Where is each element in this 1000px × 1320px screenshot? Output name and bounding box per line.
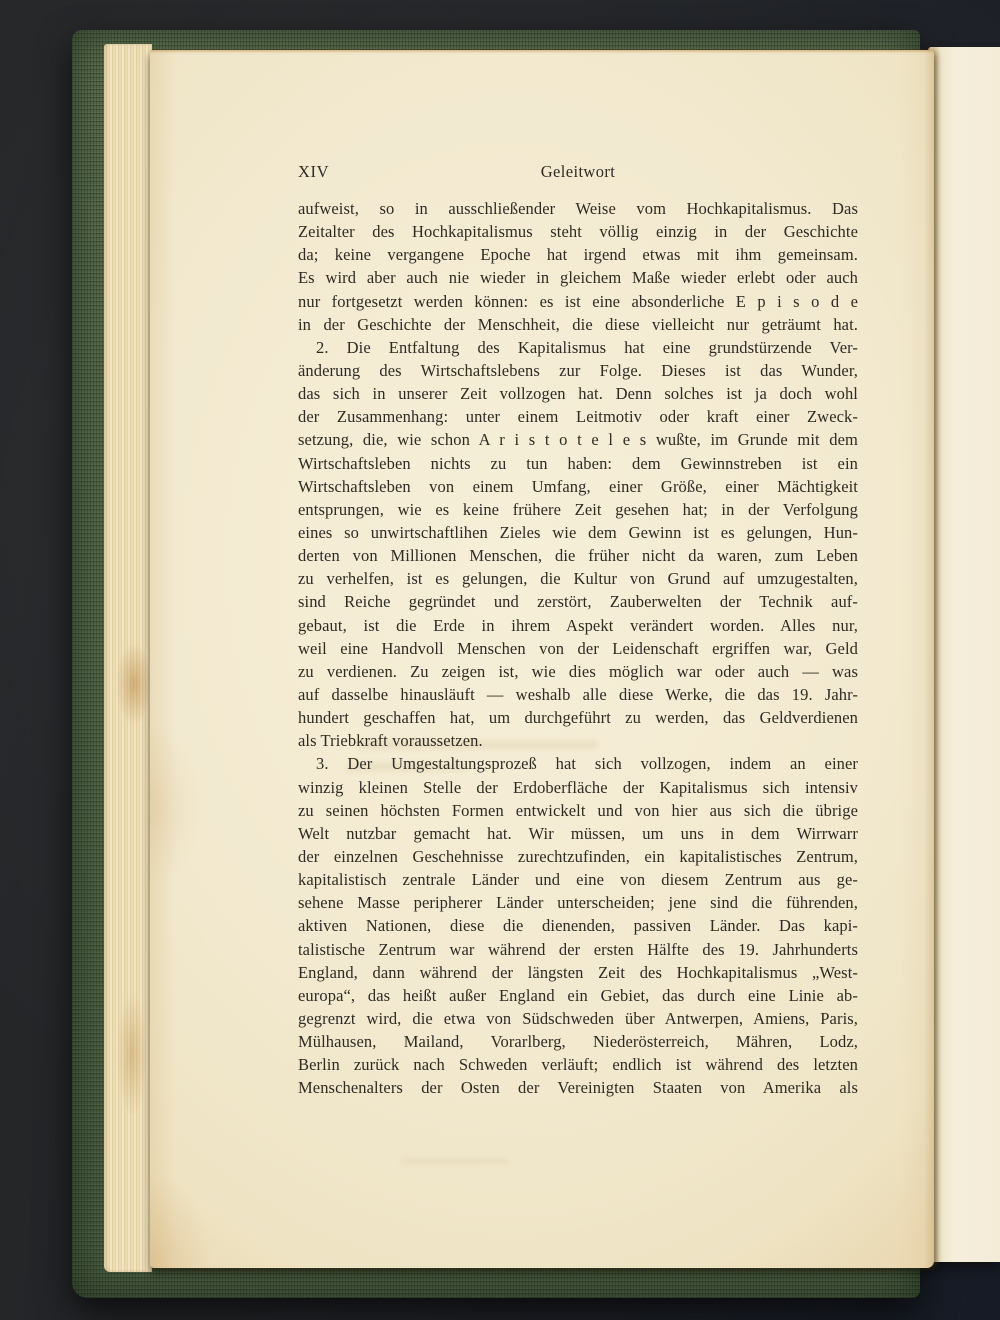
text-line: zu seinen höchsten Formen entwickelt und von hier aus sich die übrige bbox=[298, 800, 858, 820]
text-line: der Zusammenhang: unter einem Leitmotiv oder kraft einer Zweck- bbox=[298, 407, 858, 427]
text-line: winzig kleinen Stelle der Erdoberfläche der Kapitalismus sich intensiv bbox=[298, 777, 858, 797]
text-line: sind Reiche gegründet und zerstört, Zauberwelten der Technik auf- bbox=[298, 592, 858, 612]
text-line: Wirtschaftsleben nichts zu tun haben: dem Gewinnstreben ist ein bbox=[298, 453, 858, 473]
page-edge-stack bbox=[104, 44, 152, 1272]
text-line: Zeitalter des Hochkapitalismus steht völlig einzig in der Geschichte bbox=[298, 222, 858, 242]
text-line: da; keine vergangene Epoche hat irgend etwas mit ihm gemeinsam. bbox=[298, 245, 858, 265]
text-line: Welt nutzbar gemacht hat. Wir müssen, um uns in dem Wirrwarr bbox=[298, 823, 858, 843]
book-page bbox=[150, 50, 934, 1268]
text-line: 2. Die Entfaltung des Kapitalismus hat eine grundstürzende Ver- bbox=[316, 337, 858, 357]
text-line: 3. Der Umgestaltungsprozeß hat sich vollzogen, indem an einer bbox=[316, 754, 858, 774]
text-line: talistische Zentrum war während der ersten Hälfte des 19. Jahrhunderts bbox=[298, 939, 858, 959]
text-line: als Triebkraft voraussetzen. bbox=[298, 731, 483, 751]
page-number: XIV bbox=[298, 162, 330, 181]
text-line: weil eine Handvoll Menschen von der Leidenschaft ergriffen war, Geld bbox=[298, 638, 858, 658]
text-line: derten von Millionen Menschen, die früher nicht da waren, zum Leben bbox=[298, 546, 858, 566]
text-line: gebaut, ist die Erde in ihrem Aspekt verändert worden. Alles nur, bbox=[298, 615, 858, 635]
text-line: der einzelnen Geschehnisse zurechtzufinden, ein kapitalistisches Zentrum, bbox=[298, 846, 858, 866]
text-line: Berlin zurück nach Schweden verläuft; endlich ist während des letzten bbox=[298, 1055, 858, 1075]
text-line: Es wird aber auch nie wieder in gleichem Maße wieder erlebt oder auch bbox=[298, 268, 858, 288]
text-line: Menschenalters der Osten der Vereinigten Staaten von Amerika als bbox=[298, 1078, 858, 1098]
text-line: aufweist, so in ausschließender Weise vom Hochkapitalismus. Das bbox=[298, 199, 858, 218]
text-line: änderung des Wirtschaftslebens zur Folge. Dieses ist das Wunder, bbox=[298, 360, 858, 380]
text-line: sehene Masse peripherer Länder unterscheiden; jene sind die führenden, bbox=[298, 893, 858, 913]
text-line: auf dasselbe hinausläuft — weshalb alle diese Werke, die das 19. Jahr- bbox=[298, 684, 858, 704]
text-line: gegrenzt wird, die etwa von Südschweden über Antwerpen, Amiens, Paris, bbox=[298, 1008, 858, 1028]
type-area bbox=[298, 162, 858, 1098]
text-line: kapitalistisch zentrale Länder und eine von diesem Zentrum aus ge- bbox=[298, 870, 858, 890]
text-line: nur fortgesetzt werden können: es ist eine absonderliche E p i s o d e bbox=[298, 291, 858, 311]
text-line: Mülhausen, Mailand, Vorarlberg, Niederösterreich, Mähren, Lodz, bbox=[298, 1032, 858, 1052]
text-line: europa“, das heißt außer England ein Gebiet, das durch eine Linie ab- bbox=[298, 985, 858, 1005]
text-line: Wirtschaftsleben von einem Umfang, einer Größe, einer Mächtigkeit bbox=[298, 476, 858, 496]
facing-page-edge bbox=[928, 47, 1000, 1262]
text-line: zu verdienen. Zu zeigen ist, wie dies möglich war oder auch — was bbox=[298, 661, 858, 681]
running-head-row bbox=[298, 162, 858, 186]
text-line: eines so unwirtschaftlihen Zieles wie dem Gewinn ist es gelungen, Hun- bbox=[298, 522, 858, 542]
body-lines bbox=[298, 197, 858, 1099]
text-line: aktiven Nationen, diese die dienenden, passiven Länder. Das kapi- bbox=[298, 916, 858, 936]
text-line: zu verhelfen, ist es gelungen, die Kultur von Grund auf umzugestalten, bbox=[298, 569, 858, 589]
show-through-smudge bbox=[400, 1158, 510, 1164]
text-line: setzung, die, wie schon A r i s t o t e l e s wußte, im Grunde mit dem bbox=[298, 430, 858, 450]
text-line: in der Geschichte der Menschheit, die diese vielleicht nur geträumt hat. bbox=[298, 314, 858, 334]
text-line: entsprungen, wie es keine frühere Zeit gesehen hat; in der Verfolgung bbox=[298, 499, 858, 519]
text-line: hundert geschaffen hat, um durchgeführt zu werden, das Geldverdienen bbox=[298, 708, 858, 728]
text-line: England, dann während der längsten Zeit des Hochkapitalismus „West- bbox=[298, 962, 858, 982]
running-header: Geleitwort bbox=[540, 162, 616, 181]
text-line: das sich in unserer Zeit vollzogen hat. Denn solches ist ja doch wohl bbox=[298, 384, 858, 404]
